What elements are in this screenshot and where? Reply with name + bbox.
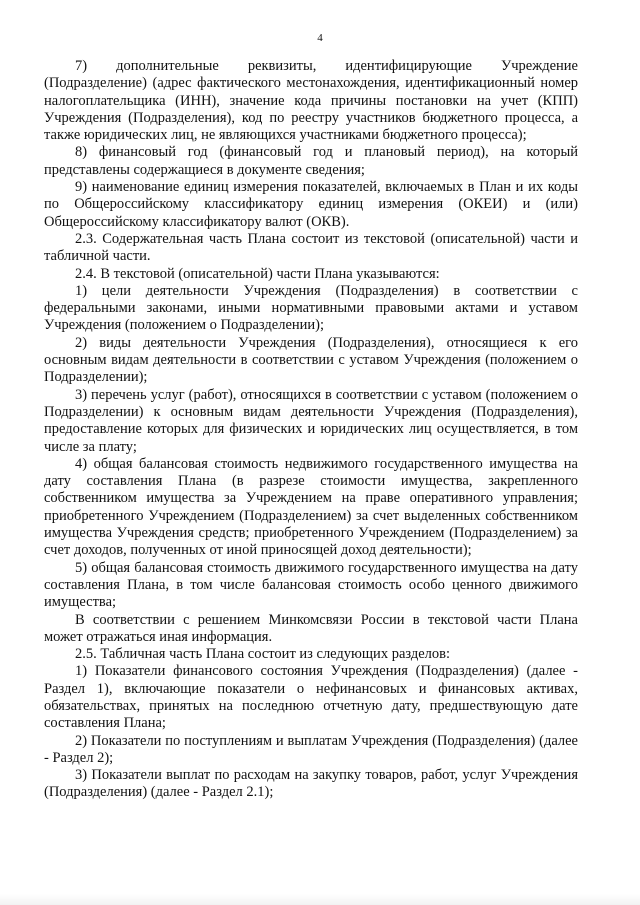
paragraph-2-4-item-4: 4) общая балансовая стоимость недвижимого государственного имущества на дату составления Плана (в разрезе стоимости имущества, закрепленного собственником имущества за Учреждением на праве оперативного управления; приобретенного Учреждением (Подразделением) за счет выделенных собственником имущества Учреждения средств; приобретенного Учреждением (Подразделением) за счет доходов, полученных от иной приносящей доход деятельности); bbox=[44, 455, 578, 559]
paragraph-section-2-4: 2.4. В текстовой (описательной) части Плана указываются: bbox=[75, 265, 440, 282]
page-number: 4 bbox=[317, 32, 323, 44]
paragraph-2-4-item-3: 3) перечень услуг (работ), относящихся в соответствии с уставом (положением о Подразделении) к основным видам деятельности Учреждения (Подразделения), предоставление которых для физических и юридических лиц осуществляется, в том числе за плату; bbox=[44, 386, 578, 455]
paragraph-section-2-5: 2.5. Табличная часть Плана состоит из следующих разделов: bbox=[75, 646, 451, 663]
paragraph-additional-info: В соответствии с решением Минкомсвязи России в текстовой части Плана может отражаться иная информация. bbox=[44, 611, 578, 645]
paragraph-2-5-item-3: 3) Показатели выплат по расходам на закупку товаров, работ, услуг Учреждения (Подразделения) (далее - Раздел 2.1); bbox=[44, 767, 578, 801]
paragraph-item-9: 9) наименование единиц измерения показателей, включаемых в План и их коды по Общероссийскому классификатору единиц измерения (ОКЕИ) и (или) Общероссийскому классификатору валют (ОКВ). bbox=[44, 179, 578, 230]
paragraph-2-4-item-1: 1) цели деятельности Учреждения (Подразделения) в соответствии с федеральными законами, иными нормативными правовыми актами и уставом Учреждения (положением о Подразделении); bbox=[44, 282, 578, 334]
paragraph-2-4-item-5: 5) общая балансовая стоимость движимого государственного имущества на дату составления Плана, в том числе балансовая стоимость особо ценного движимого имущества; bbox=[44, 559, 578, 611]
paragraph-item-8: 8) финансовый год (финансовый год и плановый период), на который представлены содержащиеся в документе сведения; bbox=[44, 144, 578, 178]
paragraph-item-7: 7) дополнительные реквизиты, идентифицирующие Учреждение (Подразделение) (адрес фактического местонахождения, идентификационный номер налогоплательщика (ИНН), значение кода причины постановки на учет (КПП) Учреждения (Подразделения), код по реестру участников бюджетного процесса, а также юридических лиц, не являющихся участниками бюджетного процесса); bbox=[44, 58, 578, 144]
paragraph-2-4-item-2: 2) виды деятельности Учреждения (Подразделения), относящиеся к его основным видам деятельности в соответствии с уставом Учреждения (положением о Подразделении); bbox=[44, 334, 578, 386]
paragraph-2-5-item-2: 2) Показатели по поступлениям и выплатам Учреждения (Подразделения) (далее - Раздел 2); bbox=[44, 732, 578, 766]
scan-bottom-edge bbox=[0, 894, 640, 905]
paragraph-2-5-item-1: 1) Показатели финансового состояния Учреждения (Подразделения) (далее - Раздел 1), включающие показатели о нефинансовых и финансовых активах, обязательствах, принятых на последнюю отчетную дату, предшествующую дате составления Плана; bbox=[44, 663, 578, 732]
document-body bbox=[44, 58, 578, 802]
paragraph-section-2-3: 2.3. Содержательная часть Плана состоит из текстовой (описательной) части и табличной части. bbox=[44, 230, 578, 265]
